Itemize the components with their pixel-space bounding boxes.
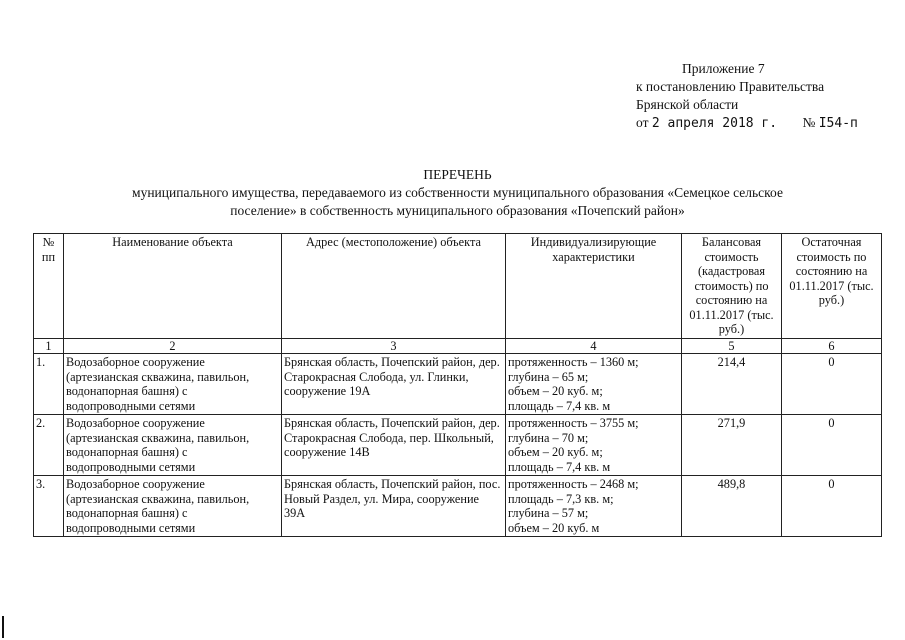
date-prefix: от — [636, 115, 649, 130]
table-header-row — [34, 234, 882, 339]
object-address: Брянская область, Почепский район, дер. Старокрасная Слобода, пер. Школьный, сооружение 14В — [282, 415, 506, 476]
column-number: 2 — [64, 338, 282, 354]
title-heading: ПЕРЕЧЕНЬ — [423, 167, 492, 182]
column-number: 4 — [506, 338, 682, 354]
row-number: 1. — [34, 354, 64, 415]
number-wrap — [802, 114, 857, 133]
object-name: Водозаборное сооружение (артезианская скважина, павильон, водонапорная башня) с водопроводными сетями — [64, 354, 282, 415]
balance-value: 214,4 — [682, 354, 782, 415]
object-address: Брянская область, Почепский район, дер. Старокрасная Слобода, ул. Глинки, сооружение 19А — [282, 354, 506, 415]
column-number: 6 — [782, 338, 882, 354]
number-value: I54-п — [818, 116, 858, 131]
characteristic-line: площадь – 7,4 кв. м — [508, 398, 611, 413]
characteristic-line: протяженность – 3755 м; — [508, 416, 639, 430]
characteristic-line: протяженность – 1360 м; — [508, 355, 639, 369]
table-row — [34, 354, 882, 415]
column-number-row — [34, 338, 882, 354]
header-address: Адрес (местоположение) объекта — [282, 234, 506, 339]
header-number: № пп — [34, 234, 64, 339]
characteristic-line: объем – 20 куб. м; — [508, 445, 603, 459]
row-number: 2. — [34, 415, 64, 476]
balance-value: 271,9 — [682, 415, 782, 476]
date-value: 2 апреля 2018 г. — [651, 116, 778, 131]
object-address: Брянская область, Почепский район, пос. Новый Раздел, ул. Мира, сооружение 39А — [282, 476, 506, 537]
appendix-block — [636, 60, 896, 133]
characteristic-line: площадь – 7,3 кв. м; — [508, 491, 614, 506]
document-title — [60, 166, 855, 220]
residual-value: 0 — [782, 354, 882, 415]
header-name: Наименование объекта — [64, 234, 282, 339]
header-residual-value: Остаточная стоимость по состоянию на 01.11.2017 (тыс. руб.) — [782, 234, 882, 339]
residual-value: 0 — [782, 415, 882, 476]
title-line-1: муниципального имущества, передаваемого из собственности муниципального образования «Семецкое сельское — [132, 185, 783, 200]
characteristic-line: объем – 20 куб. м; — [508, 384, 603, 398]
scan-edge-mark — [2, 616, 4, 638]
column-number: 5 — [682, 338, 782, 354]
object-name: Водозаборное сооружение (артезианская скважина, павильон, водонапорная башня) с водопроводными сетями — [64, 476, 282, 537]
residual-value: 0 — [782, 476, 882, 537]
property-table — [33, 233, 882, 537]
characteristic-line: протяженность – 2468 м; — [508, 477, 639, 491]
header-characteristics: Индивидуализирующие характеристики — [506, 234, 682, 339]
object-name: Водозаборное сооружение (артезианская скважина, павильон, водонапорная башня) с водопроводными сетями — [64, 415, 282, 476]
object-characteristics — [506, 354, 682, 415]
column-number: 3 — [282, 338, 506, 354]
object-characteristics — [506, 476, 682, 537]
characteristic-line: глубина – 57 м; — [508, 506, 589, 520]
appendix-region: Брянской области — [636, 97, 739, 112]
characteristic-line: глубина – 65 м; — [508, 369, 589, 384]
row-number: 3. — [34, 476, 64, 537]
header-balance-value: Балансовая стоимость (кадастровая стоимость) по состоянию на 01.11.2017 (тыс. руб.) — [682, 234, 782, 339]
number-sign: № — [802, 115, 816, 130]
characteristic-line: объем – 20 куб. м — [508, 520, 600, 535]
characteristic-line: глубина – 70 м; — [508, 430, 589, 445]
table-row — [34, 415, 882, 476]
table-row — [34, 476, 882, 537]
appendix-resolution: к постановлению Правительства — [636, 79, 825, 94]
title-line-2: поселение» в собственность муниципального образования «Почепский район» — [230, 203, 685, 218]
appendix-title: Приложение 7 — [682, 61, 765, 76]
object-characteristics — [506, 415, 682, 476]
appendix-date-line — [636, 114, 896, 133]
column-number: 1 — [34, 338, 64, 354]
balance-value: 489,8 — [682, 476, 782, 537]
characteristic-line: площадь – 7,4 кв. м — [508, 459, 611, 474]
